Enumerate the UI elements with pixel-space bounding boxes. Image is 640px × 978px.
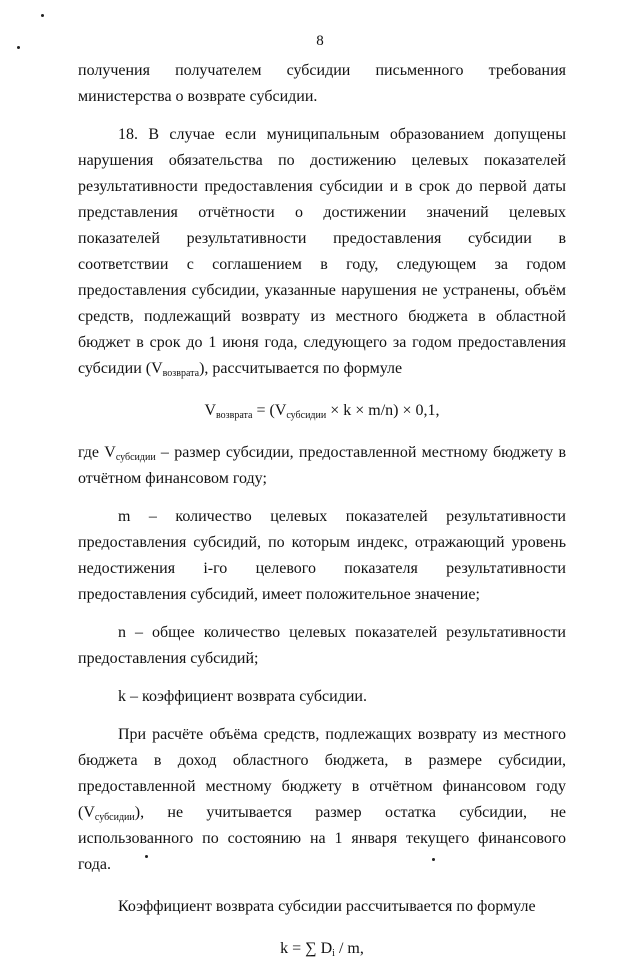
formula-coefficient: k = ∑ $D_i$ / m,	[280, 940, 364, 959]
paragraph-continuation: получения получателем субсидии письменного требования министерства о возврате субсидии.	[78, 62, 566, 105]
page-number: 8	[316, 33, 324, 49]
formula-return-volume: $V_{возврата} = (V_{субсидии} \times k \times m/n) \times 0,1$,	[204, 402, 440, 421]
scan-speck	[41, 14, 44, 17]
paragraph-m-definition: m – количество целевых показателей результативности предоставления субсидий, по которым индекс, отражающий уровень недостижения i-го целевого показателя результативности предоставления субсидий, имеет положительное значение;	[78, 508, 566, 603]
paragraph-18: 18. В случае если муниципальным образованием допущены нарушения обязательства по достижению целевых показателей результативности предоставления субсидии и в срок до первой даты представления отчётности о достижении значений целевых показателей результативности предоставления субсидии в соответствии с соглашением в году, следующем за годом предоставления субсидии, указанные нарушения не устранены, объём средств, подлежащий возврату из местного бюджета в областной бюджет в срок до 1 июня года, следующего за годом предоставления субсидии $(V_{возврата})$, рассчитывается по формуле	[78, 126, 566, 379]
scan-speck	[17, 46, 20, 49]
paragraph-coefficient: Коэффициент возврата субсидии рассчитывается по формуле	[118, 898, 536, 915]
scan-speck	[145, 855, 148, 858]
paragraph-k-definition: k – коэффициент возврата субсидии.	[118, 688, 367, 705]
paragraph-n-definition: n – общее количество целевых показателей результативности предоставления субсидий;	[78, 624, 566, 667]
paragraph-where: где $V_{субсидии}$ – размер субсидии, предоставленной местному бюджету в отчётном финансовом году;	[78, 444, 566, 487]
body-text	[78, 58, 566, 978]
scan-speck	[432, 858, 435, 861]
paragraph-calculation: При расчёте объёма средств, подлежащих возврату из местного бюджета в доход областного бюджета, в размере субсидии, предоставленной местному бюджету в отчётном финансовом году $(V_{субсидии})$, не учитывается размер остатка субсидии, не использованного по состоянию на 1 января текущего финансового года.	[78, 726, 566, 873]
